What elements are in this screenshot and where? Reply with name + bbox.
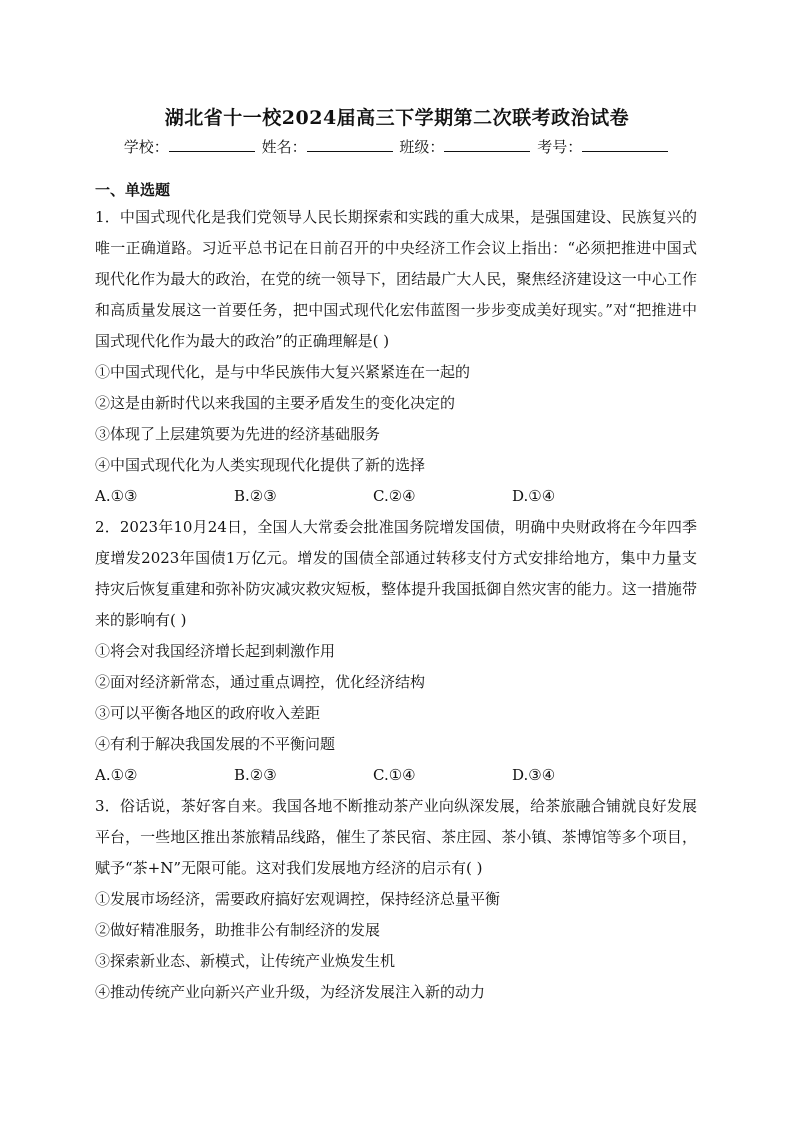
question-2 [95, 512, 697, 791]
choice-d[interactable]: D.③④ [512, 766, 556, 784]
school-blank[interactable] [169, 139, 255, 152]
question-stem: 3．俗话说，茶好客自来。我国各地不断推动茶产业向纵深发展，给茶旅融合铺就良好发展平台，一些地区推出茶旅精品线路，催生了茶民宿、茶庄园、茶小镇、茶博馆等多个项目，赋予“茶+N”无限可能。这对我们发展地方经济的启示有( ) [95, 797, 697, 877]
choice-c[interactable]: C.②④ [373, 487, 416, 505]
choice-b[interactable]: B.②③ [234, 487, 277, 505]
statement-option: ④推动传统产业向新兴产业升级，为经济发展注入新的动力 [95, 983, 486, 1001]
class-label: 班级： [399, 138, 445, 156]
statement-option: ④有利于解决我国发展的不平衡问题 [95, 735, 336, 753]
choice-c[interactable]: C.①④ [373, 766, 416, 784]
statement-option: ②这是由新时代以来我国的主要矛盾发生的变化决定的 [95, 394, 456, 412]
statement-option: ③探索新业态、新模式，让传统产业焕发生机 [95, 952, 396, 970]
choice-a[interactable]: A.①② [95, 766, 138, 784]
name-label: 姓名： [261, 138, 307, 156]
statement-option: ③体现了上层建筑要为先进的经济基础服务 [95, 425, 381, 443]
exam-content [95, 178, 697, 1008]
statement-option: ②做好精准服务，助推非公有制经济的发展 [95, 921, 381, 939]
statement-option: ②面对经济新常态，通过重点调控，优化经济结构 [95, 673, 426, 691]
choice-a[interactable]: A.①③ [95, 487, 138, 505]
question-1 [95, 202, 697, 512]
id-label: 考号： [537, 138, 583, 156]
statement-option: ③可以平衡各地区的政府收入差距 [95, 704, 321, 722]
statement-option: ①发展市场经济，需要政府搞好宏观调控，保持经济总量平衡 [95, 890, 501, 908]
question-3 [95, 791, 697, 1008]
student-info-line [0, 136, 794, 157]
statement-option: ①将会对我国经济增长起到刺激作用 [95, 642, 336, 660]
name-blank[interactable] [307, 139, 393, 152]
question-stem: 2．2023年10月24日，全国人大常委会批准国务院增发国债，明确中央财政将在今年四季度增发2023年国债1万亿元。增发的国债全部通过转移支付方式安排给地方，集中力量支持灾后恢复重建和弥补防灾减灾救灾短板，整体提升我国抵御自然灾害的能力。这一措施带来的影响有( ) [95, 518, 697, 629]
answer-choices [95, 760, 697, 791]
choice-d[interactable]: D.①④ [512, 487, 556, 505]
choice-b[interactable]: B.②③ [234, 766, 277, 784]
statement-option: ①中国式现代化，是与中华民族伟大复兴紧紧连在一起的 [95, 363, 471, 381]
section-heading: 一、单选题 [95, 181, 171, 199]
school-label: 学校： [123, 138, 169, 156]
question-stem: 1．中国式现代化是我们党领导人民长期探索和实践的重大成果，是强国建设、民族复兴的唯一正确道路。习近平总书记在日前召开的中央经济工作会议上指出：“必须把推进中国式现代化作为最大的政治，在党的统一领导下，团结最广大人民，聚焦经济建设这一中心工作和高质量发展这一首要任务，把中国式现代化宏伟蓝图一步步变成美好现实。”对“把推进中国式现代化作为最大的政治”的正确理解是( ) [95, 208, 697, 350]
class-blank[interactable] [444, 139, 530, 152]
statement-option: ④中国式现代化为人类实现现代化提供了新的选择 [95, 456, 426, 474]
exam-title: 湖北省十一校2024届高三下学期第二次联考政治试卷 [164, 107, 630, 129]
id-blank[interactable] [582, 139, 668, 152]
answer-choices [95, 481, 697, 512]
